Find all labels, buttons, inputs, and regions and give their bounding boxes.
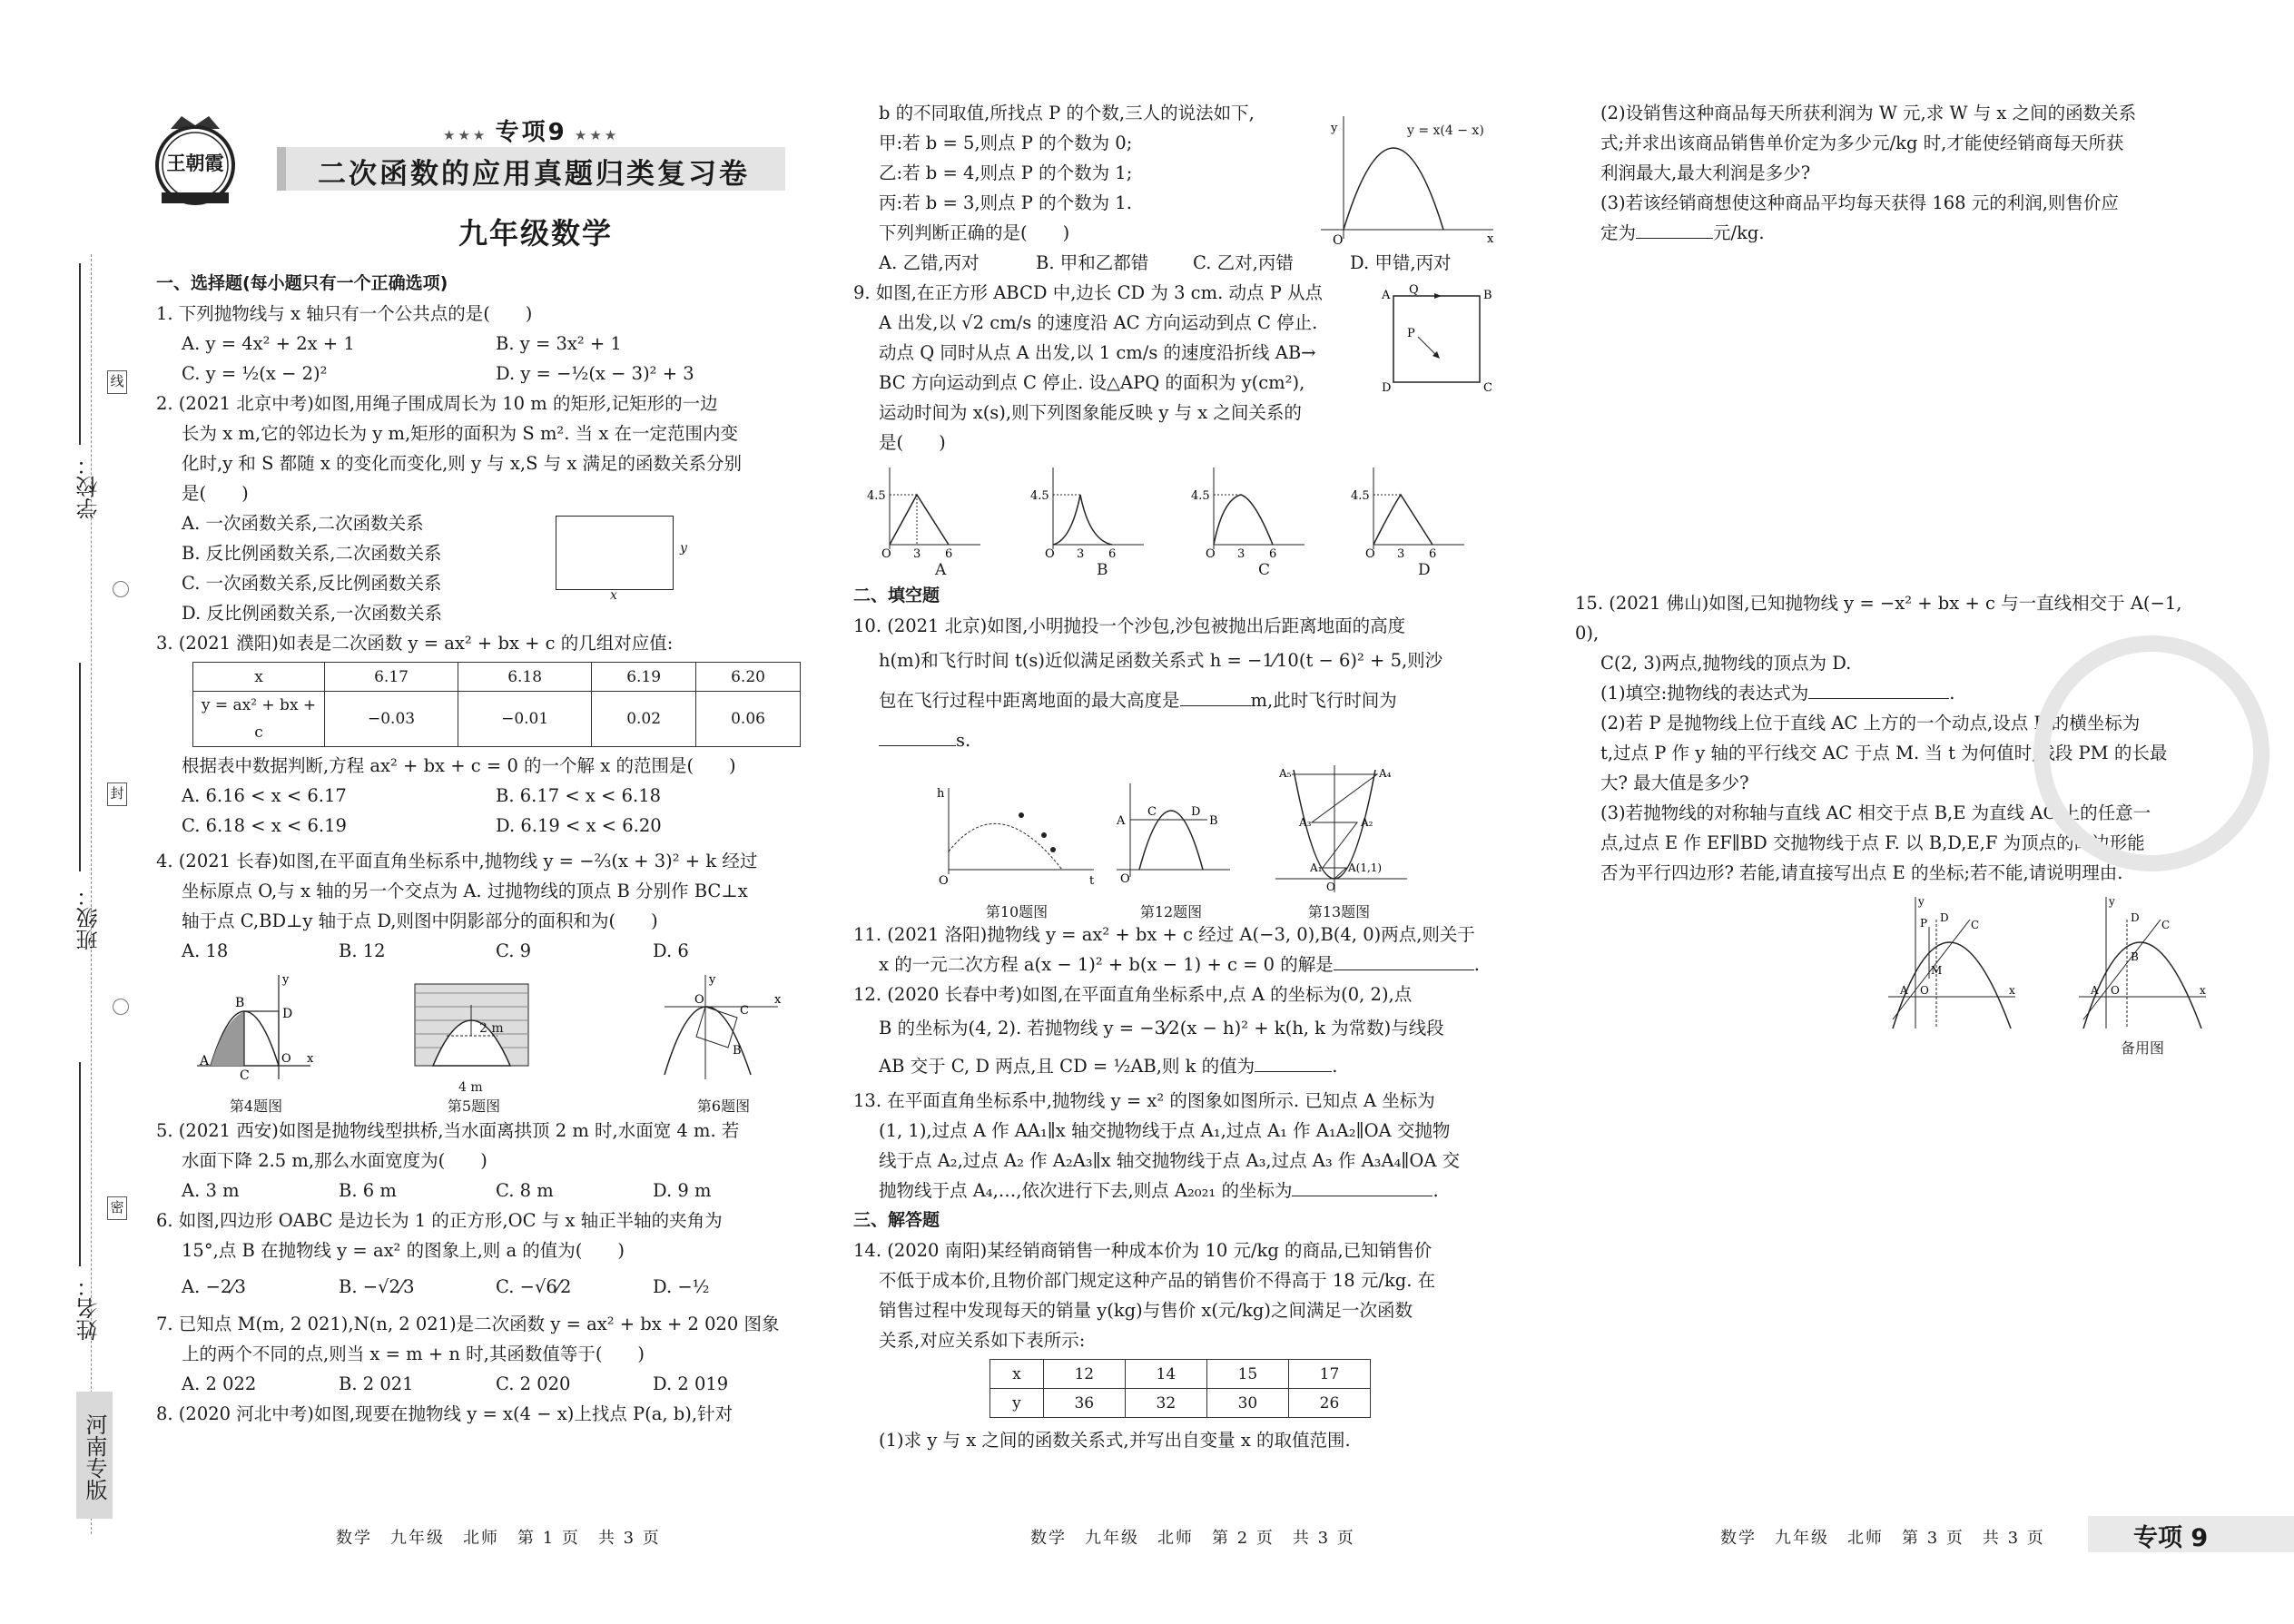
svg-text:O: O (281, 1052, 291, 1066)
svg-text:O: O (1206, 547, 1216, 561)
q9-graph-b[interactable] (1030, 463, 1148, 561)
star-icon: ★★★ (566, 127, 620, 143)
close-mark: 密 (107, 1196, 127, 1220)
q4-option-b[interactable]: B. 12 (339, 940, 386, 961)
svg-text:x: x (774, 993, 782, 1007)
q15-figure (1884, 892, 2020, 1033)
q7-option-c[interactable]: C. 2 020 (496, 1373, 571, 1394)
svg-text:y: y (1331, 122, 1338, 135)
q6-option-a[interactable]: A. −2⁄3 (182, 1276, 246, 1297)
school-label: 学校： (76, 454, 102, 519)
q5-option-b[interactable]: B. 6 m (339, 1180, 397, 1201)
topic-badge: ★★★ 专项9 ★★★ (443, 119, 620, 146)
q4-option-d[interactable]: D. 6 (653, 940, 689, 961)
q4-option-c[interactable]: C. 9 (496, 940, 532, 961)
svg-text:A: A (200, 1054, 210, 1068)
footer-page-3: 数学 九年级 北师 第 3 页 共 3 页 (1720, 1529, 2045, 1548)
svg-text:4.5: 4.5 (1351, 489, 1370, 503)
school-field[interactable] (79, 263, 81, 445)
svg-text:C: C (740, 1004, 749, 1018)
svg-text:6: 6 (945, 547, 953, 561)
svg-text:D: D (282, 1007, 293, 1021)
q14-sales-table: x 12 14 15 17 y 36 32 30 26 (989, 1359, 1371, 1418)
svg-text:B: B (2131, 950, 2139, 963)
q3-value-table: x 6.17 6.18 6.19 6.20 y = ax² + bx + c −0.03 −0.01 0.02 0.06 (192, 662, 801, 747)
section-3-heading: 三、解答题 (853, 1210, 940, 1230)
figures-row-2: h O t A B C D O A₅ A₄ A₃ A₂ A₁ A(1,1) O 第10题图 第12题图 第13题图 (853, 761, 1507, 920)
svg-text:A: A (1382, 289, 1391, 302)
svg-text:O: O (1326, 881, 1335, 893)
svg-text:O: O (881, 547, 891, 561)
svg-text:O: O (1333, 233, 1344, 248)
svg-text:B: B (235, 996, 245, 1010)
q9-square-figure (1380, 282, 1492, 396)
q7-option-d[interactable]: D. 2 019 (653, 1373, 729, 1394)
question-6: 6. 如图,四边形 OABC 是边长为 1 的正方形,OC 与 x 轴正半轴的夹角为 15°,点 B 在抛物线 y = ax² 的图象上,则 a 的值为( ) A. −2⁄3 B. −√2⁄3 C. −√6⁄2 D. −½ (156, 1206, 810, 1309)
svg-text:D: D (1382, 381, 1392, 395)
name-label: 姓名： (76, 1275, 102, 1341)
q6-figure (660, 970, 787, 1084)
q7-option-b[interactable]: B. 2 021 (339, 1373, 414, 1394)
edition-badge: 河南专版 (76, 1392, 113, 1519)
question-8-start: 8. (2020 河北中考)如图,现要在抛物线 y = x(4 − x)上找点 P(a, b),针对 (156, 1403, 733, 1424)
svg-text:A₁: A₁ (1310, 861, 1323, 874)
binding-hole-icon (113, 581, 129, 597)
q15-spare-figure (2074, 892, 2210, 1033)
svg-text:P: P (1920, 917, 1928, 930)
question-5: 5. (2021 西安)如图是抛物线型拱桥,当水面离拱顶 2 m 时,水面宽 4 m. 若 水面下降 2.5 m,那么水面宽度为( ) A. 3 m B. 6 m C. 8 m D. 9 m (156, 1116, 810, 1206)
footer-page-1: 数学 九年级 北师 第 1 页 共 3 页 (336, 1529, 661, 1548)
watermark-seal (2033, 635, 2269, 871)
svg-text:x: x (2200, 984, 2206, 997)
q13-answer-blank[interactable] (1292, 1178, 1433, 1196)
class-label: 班级： (76, 885, 102, 950)
q1-option-b[interactable]: B. y = 3x² + 1 (496, 333, 622, 354)
svg-text:A₃: A₃ (1299, 816, 1312, 829)
question-1: 1. 下列抛物线与 x 轴只有一个公共点的是( ) A. y = 4x² + 2x + 1 B. y = 3x² + 1 C. y = ½(x − 2)² D. y = −½(x − 3)² + 3 (156, 299, 810, 389)
question-11: 11. (2021 洛阳)抛物线 y = ax² + bx + c 经过 A(−3, 0),B(4, 0)两点,则关于 x 的一元二次方程 a(x − 1)² + b(x − 1) + c = 0 的解是 . (853, 924, 1480, 975)
q2-option-b[interactable]: B. 反比例函数关系,二次函数关系 (182, 543, 442, 564)
svg-text:C: C (240, 1068, 250, 1083)
footer-tag: 专项 9 (2133, 1524, 2209, 1552)
svg-text:6: 6 (1429, 547, 1437, 561)
svg-text:6: 6 (1269, 547, 1277, 561)
svg-text:6: 6 (1108, 547, 1117, 561)
svg-text:3: 3 (1237, 547, 1245, 561)
svg-text:C: C (1971, 919, 1980, 931)
line-mark: 线 (107, 370, 127, 394)
q9-options-graphs: 4.5 O 3 6 4.5 O 3 6 4.5 O 3 6 4.5 O 3 6 A B C D (853, 463, 1507, 581)
q6-option-b[interactable]: B. −√2⁄3 (339, 1276, 415, 1297)
footer-page-2: 数学 九年级 北师 第 2 页 共 3 页 (1030, 1529, 1355, 1548)
q12-figure (1108, 779, 1235, 888)
q13-figure (1266, 761, 1412, 897)
q4-option-a[interactable]: A. 18 (182, 940, 229, 961)
svg-text:A₅: A₅ (1279, 767, 1292, 780)
svg-text:B: B (1209, 814, 1218, 828)
figures-row-1: A B C D O x y 2 m 4 m O C B x y 第4题图 第5题图 第6题图 (156, 966, 810, 1116)
svg-text:C: C (2161, 919, 2171, 931)
svg-text:O: O (2111, 984, 2120, 997)
svg-text:3: 3 (913, 547, 921, 561)
svg-text:O: O (1920, 984, 1929, 997)
question-7: 7. 已知点 M(m, 2 021),N(n, 2 021)是二次函数 y = ax² + bx + 2 020 图象 上的两个不同的点,则当 x = m + n 时,其函数值等于( ) A. 2 022 B. 2 021 C. 2 020 D. 2 019 (156, 1309, 810, 1399)
question-15: 15. (2021 佛山)如图,已知抛物线 y = −x² + bx + c 与一直线相交于 A(−1, 0), C(2, 3)两点,抛物线的顶点为 D. (1)填空:抛物线的表达式为 . (2)若 P 是抛物线上位于直线 AC 上方的一个动点,设点 P 的横坐标为 t,过点 P 作 y 轴的平行线交 AC 于点 M. 当 t 为何值时,线段 PM 的长最 大? 最大值是多少? (3)若抛物线的对称轴与直线 AC 相交于点 B,E 为直线 AC 上的任意一 点,过点 E 作 EF∥BD 交抛物线于点 F. 以 B,D,E,F 为顶点的四边形能 否为平行四边形? 若能,请直接写出点 E 的坐标;若不能,请说明理由. (1575, 593, 2182, 883)
svg-text:y: y (282, 973, 290, 987)
svg-text:A: A (1117, 814, 1126, 828)
logo-text: 王朝霞 (166, 152, 224, 174)
star-icon: ★★★ (443, 127, 496, 143)
svg-text:x: x (307, 1052, 314, 1066)
q10-answer-blank-2[interactable] (879, 728, 956, 746)
svg-text:O: O (1045, 547, 1055, 561)
q1-option-c[interactable]: C. y = ½(x − 2)² (182, 363, 328, 384)
q14-answer-blank[interactable] (1636, 221, 1713, 239)
svg-text:O: O (1120, 872, 1130, 886)
svg-text:Q: Q (1409, 283, 1419, 297)
question-9: 9. 如图,在正方形 ABCD 中,边长 CD 为 3 cm. 动点 P 从点 A 出发,以 √2 cm/s 的速度沿 AC 方向运动到点 C 停止. 动点 Q 同时从点 A 出发,以 1 cm/s 的速度沿折线 AB→ BC 方向运动到点 C 停止. 设△APQ 的面积为 y(cm²), 运动时间为 x(s),则下列图象能反映 y 与 x 之间关系的 是( ) A Q B P D C 4.5 O 3 6 4.5 O 3 6 4.5 O 3 6 4.5 O 3 6 A B C D (853, 278, 1507, 581)
question-13: 13. 在平面直角坐标系中,抛物线 y = x² 的图象如图所示. 已知点 A 坐标为 (1, 1),过点 A 作 AA₁∥x 轴交抛物线于点 A₁,过点 A₁ 作 A₁A₂∥OA 交抛物 线于点 A₂,过点 A₂ 作 A₂A₃∥x 轴交抛物线于点 A₃,过点 A₃ 作 A₃A₄∥OA 交 抛物线于点 A₄,…,依次进行下去,则点 A₂₀₂₁ 的坐标为 . (853, 1090, 1461, 1201)
q15-answer-blank[interactable] (1808, 681, 1949, 699)
question-14-cont: (2)设销售这种商品每天所获利润为 W 元,求 W 与 x 之间的函数关系 式;并求出该商品销售单价定为多少元/kg 时,才能使经销商每天所获 利润最大,最大利润是多少? (3)若该经销商想使这种商品平均每天获得 168 元的利润,则售价应 定为 元/kg. (1600, 103, 2137, 243)
publisher-logo (153, 109, 239, 209)
q9-graph-d[interactable] (1351, 463, 1469, 561)
question-10: 10. (2021 北京)如图,小明抛投一个沙包,沙包被抛出后距离地面的高度 h(m)和飞行时间 t(s)近似满足函数关系式 h = −1⁄10(t − 6)² + 5,则沙 包在飞行过程中距离地面的最大高度是 m,此时飞行时间为 s. (853, 615, 1443, 751)
question-8-cont: b 的不同取值,所找点 P 的个数,三人的说法如下, 甲:若 b = 5,则点 P 的个数为 0; 乙:若 b = 4,则点 P 的个数为 1; 丙:若 b = 3,则点 P 的个数为 1. 下列判断正确的是( ) A. 乙错,丙对 B. 甲和乙都错 C. 乙对,丙错 D. 甲错,丙对 O x y y = x(4 − x) (853, 98, 1507, 278)
q2-option-a[interactable]: A. 一次函数关系,二次函数关系 (182, 513, 424, 534)
page-subtitle: 九年级数学 (458, 216, 614, 251)
svg-text:A(1,1): A(1,1) (1348, 861, 1383, 874)
svg-text:P: P (1407, 327, 1415, 340)
q11-answer-blank[interactable] (1334, 952, 1474, 970)
svg-text:A: A (1900, 984, 1908, 997)
q8-option-b[interactable]: B. 甲和乙都错 (1036, 252, 1149, 273)
q8-option-c[interactable]: C. 乙对,丙错 (1193, 252, 1294, 273)
q3-option-b[interactable]: B. 6.17 < x < 6.18 (496, 785, 662, 806)
svg-text:B: B (733, 1044, 742, 1058)
svg-text:h: h (937, 787, 945, 801)
section-1-heading: 一、选择题(每小题只有一个正确选项) (156, 273, 448, 293)
svg-text:A₂: A₂ (1361, 816, 1373, 829)
q12-answer-blank[interactable] (1255, 1054, 1332, 1072)
page-title: 二次函数的应用真题归类复习卷 (318, 158, 750, 191)
svg-text:O: O (1365, 547, 1375, 561)
q10-answer-blank-1[interactable] (1180, 688, 1251, 706)
q7-option-a[interactable]: A. 2 022 (182, 1373, 257, 1394)
q10-figure (935, 779, 1098, 888)
name-field[interactable] (79, 1062, 81, 1266)
svg-text:y: y (709, 973, 716, 987)
q5-option-a[interactable]: A. 3 m (182, 1180, 240, 1201)
column-3 (1575, 98, 2206, 1060)
q5-option-c[interactable]: C. 8 m (496, 1180, 554, 1201)
seal-mark: 封 (107, 782, 127, 806)
svg-text:4.5: 4.5 (1191, 489, 1210, 503)
q1-option-a[interactable]: A. y = 4x² + 2x + 1 (182, 333, 355, 354)
svg-text:D: D (1191, 805, 1201, 819)
svg-text:D: D (2131, 911, 2140, 924)
q9-graph-a[interactable] (867, 463, 985, 561)
svg-text:D: D (1940, 911, 1949, 924)
svg-text:M: M (1931, 964, 1943, 977)
question-12: 12. (2020 长春中考)如图,在平面直角坐标系中,点 A 的坐标为(0, 2),点 B 的坐标为(4, 2). 若抛物线 y = −3⁄2(x − h)² + k(h, k 为常数)与线段 AB 交于 C, D 两点,且 CD = ½AB,则 k 的值为 . (853, 984, 1444, 1077)
column-1 (156, 269, 810, 1429)
class-field[interactable] (79, 663, 81, 871)
svg-text:C: C (1483, 381, 1492, 395)
q1-option-d[interactable]: D. y = −½(x − 3)² + 3 (496, 363, 694, 384)
svg-text:3: 3 (1397, 547, 1405, 561)
q2-rectangle-figure (556, 516, 674, 590)
svg-text:3: 3 (1077, 547, 1085, 561)
svg-text:4.5: 4.5 (1030, 489, 1049, 503)
q8-option-a[interactable]: A. 乙错,丙对 (879, 252, 980, 273)
question-14: 14. (2020 南阳)某经销商销售一种成本价为 10 元/kg 的商品,已知销售价 不低于成本价,且物价部门规定这种产品的销售价不得高于 18 元/kg. 在 销售过程中发现每天的销量 y(kg)与售价 x(元/kg)之间满足一次函数 关系,对应关系如下表所示: x 12 14 15 17 y 36 32 30 26 (1)求 y 与 x 之间的函数关系式,并写出自变量 x 的取值范围. (853, 1240, 1436, 1451)
column-2 (853, 98, 1507, 1455)
q6-option-c[interactable]: C. −√6⁄2 (496, 1276, 572, 1297)
q5-figure (410, 979, 537, 1075)
svg-text:C: C (1147, 805, 1157, 819)
q4-figure (192, 970, 320, 1084)
q2-option-d[interactable]: D. 反比例函数关系,一次函数关系 (182, 603, 443, 624)
svg-text:4.5: 4.5 (867, 489, 886, 503)
svg-text:A₄: A₄ (1379, 767, 1392, 780)
svg-text:O: O (694, 993, 704, 1007)
q8-option-d[interactable]: D. 甲错,丙对 (1350, 252, 1452, 273)
q9-graph-c[interactable] (1191, 463, 1309, 561)
q3-option-d[interactable]: D. 6.19 < x < 6.20 (496, 815, 662, 836)
svg-text:y: y (1918, 895, 1925, 908)
svg-text:B: B (1483, 289, 1492, 302)
section-2-heading: 二、填空题 (853, 586, 940, 605)
binding-hole-icon (113, 999, 129, 1015)
svg-text:t: t (1089, 874, 1095, 888)
question-2: 2. (2021 北京中考)如图,用绳子围成周长为 10 m 的矩形,记矩形的一边 长为 x m,它的邻边长为 y m,矩形的面积为 S m². 当 x 在一定范围内变 化时,y 和 S 都随 x 的变化而变化,则 y 与 x,S 与 x 满足的函数关系分别 是( ) A. 一次函数关系,二次函数关系 B. 反比例函数关系,二次函数关系 C. 一次函数关系,反比例函数关系 D. 反比例函数关系,一次函数关系 y x (156, 389, 810, 628)
question-3: 3. (2021 濮阳)如表是二次函数 y = ax² + bx + c 的几组对应值: x 6.17 6.18 6.19 6.20 y = ax² + bx + c −0.03 −0.01 0.02 0.06 根据表中数据判断,方程 ax² + bx + c = 0 的一个解 x 的范围是( ) A. 6.16 < x < 6.17 B. 6.17 < x < 6.18 C. 6.18 < x < 6.19 D. 6.19 < x < 6.20 (156, 628, 810, 841)
question-4: 4. (2021 长春)如图,在平面直角坐标系中,抛物线 y = −⅔(x + 3)² + k 经过 坐标原点 O,与 x 轴的另一个交点为 A. 过抛物线的顶点 B 分别作 BC⊥x 轴于点 C,BD⊥y 轴于点 D,则图中阴影部分的面积和为( ) A. 18 B. 12 C. 9 D. 6 (156, 846, 810, 966)
q3-option-a[interactable]: A. 6.16 < x < 6.17 (182, 785, 347, 806)
svg-text:A: A (2091, 984, 2099, 997)
q6-option-d[interactable]: D. −½ (653, 1276, 710, 1297)
svg-text:x: x (1487, 232, 1494, 246)
q2-option-c[interactable]: C. 一次函数关系,反比例函数关系 (182, 573, 442, 594)
svg-text:x: x (2009, 984, 2015, 997)
svg-text:y: y (2109, 895, 2115, 908)
q3-option-c[interactable]: C. 6.18 < x < 6.19 (182, 815, 347, 836)
q5-option-d[interactable]: D. 9 m (653, 1180, 712, 1201)
svg-text:O: O (939, 874, 949, 888)
q15-figures: A O C D P M x y A O C D B x y 备用图 (1575, 888, 2201, 1060)
